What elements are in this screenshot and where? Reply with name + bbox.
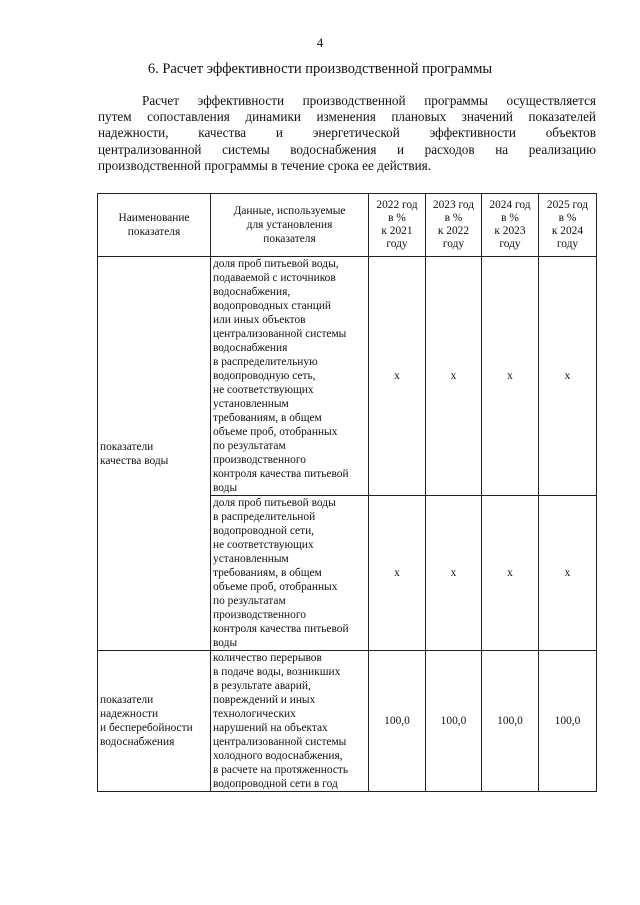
header-year-2022: 2022 год в % к 2021 году [369, 194, 426, 257]
indicator-data-cell: доля проб питьевой воды, подаваемой с источников водоснабжения, водопроводных станций или иных объектов централизованной системы водоснабжения в распределительную водопроводную сеть, не соответствующих установленным требованиям, в общем объеме проб, отобранных по результатам производственного контроля качества питьевой воды [211, 257, 369, 496]
intro-line: Расчет эффективности производственной программы осуществляется [142, 93, 596, 108]
value-2025: x [539, 496, 597, 651]
table-header-row [98, 194, 597, 257]
value-2024: 100,0 [482, 651, 539, 792]
table-row [98, 257, 597, 496]
value-2025: x [539, 257, 597, 496]
efficiency-table [97, 193, 597, 792]
value-2022: 100,0 [369, 651, 426, 792]
intro-paragraph [98, 93, 596, 174]
intro-line: путем сопоставления динамики изменения плановых значений показателей [98, 109, 596, 125]
value-2023: x [426, 257, 482, 496]
indicator-name-reliability: показатели надежности и бесперебойности водоснабжения [98, 651, 211, 792]
indicator-name-water-quality: показатели качества воды [98, 257, 211, 651]
section-title: 6. Расчет эффективности производственной программы [147, 61, 493, 77]
header-year-2023: 2023 год в % к 2022 году [426, 194, 482, 257]
indicator-data-cell: количество перерывов в подаче воды, возникших в результате аварий, повреждений и иных технологических нарушений на объектах централизованной системы холодного водоснабжения, в расчете на протяженность водопроводной сети в год [211, 651, 369, 792]
intro-line: производственной программы в течение срока ее действия. [98, 157, 432, 173]
value-2022: x [369, 257, 426, 496]
intro-line: надежности, качества и энергетической эффективности объектов [98, 125, 596, 141]
value-2025: 100,0 [539, 651, 597, 792]
header-indicator-name: Наименование показателя [98, 194, 211, 257]
indicator-data-cell: доля проб питьевой воды в распределительной водопроводной сети, не соответствующих установленным требованиям, в общем объеме проб, отобранных по результатам производственного контроля качества питьевой воды [211, 496, 369, 651]
value-2024: x [482, 257, 539, 496]
value-2024: x [482, 496, 539, 651]
header-year-2024: 2024 год в % к 2023 году [482, 194, 539, 257]
header-year-2025: 2025 год в % к 2024 году [539, 194, 597, 257]
table-row [98, 651, 597, 792]
header-data-used: Данные, используемые для установления показателя [211, 194, 369, 257]
value-2023: x [426, 496, 482, 651]
intro-line: централизованной системы водоснабжения и расходов на реализацию [98, 141, 596, 157]
value-2022: x [369, 496, 426, 651]
page-number: 4 [316, 35, 324, 50]
value-2023: 100,0 [426, 651, 482, 792]
